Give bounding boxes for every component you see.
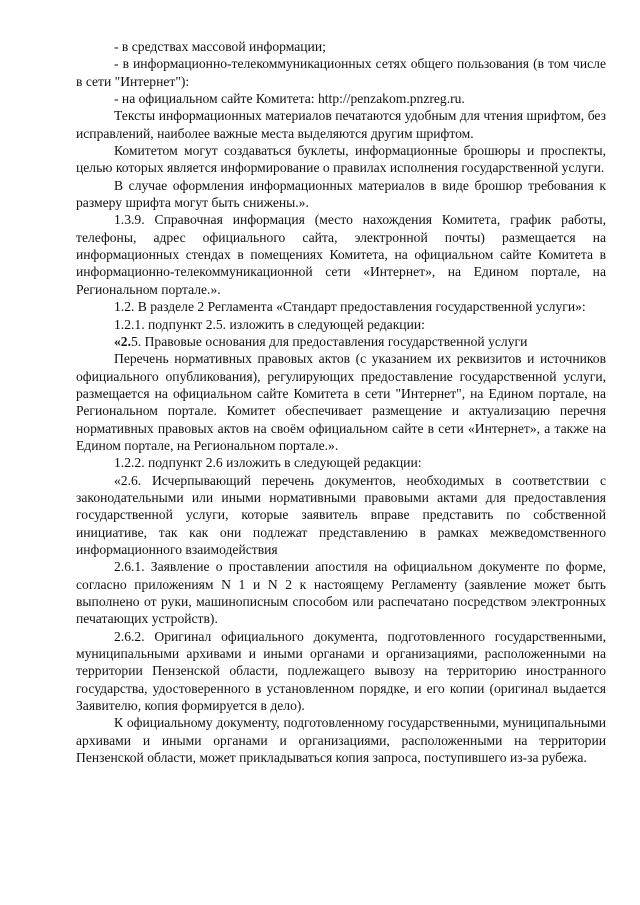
paragraph-2-6-2: 2.6.2. Оригинал официального документа, подготовленного государственными, муниципальными архивами и иными органами и организациями, расположенными на территории Пензенской области, подлежащего вывозу на территорию иностранного государства, удостоверенного в установленном порядке, и его копии (оригинал выдается Заявителю, копия формируется в дело).: [76, 628, 606, 714]
paragraph-texts-font: Тексты информационных материалов печатаются удобным для чтения шрифтом, без исправлений, наиболее важные места выделяются другим шрифтом.: [76, 108, 606, 141]
paragraph-request-copy: К официальному документу, подготовленному государственными, муниципальными архивами и иными органами и организациями, расположенными на территории Пензенской области, может прикладываться копия запроса, поступившего из-за рубежа.: [76, 715, 606, 766]
paragraph-2-6-1: 2.6.1. Заявление о проставлении апостиля на официальном документе по форме, согласно приложениям N 1 и N 2 к настоящему Регламенту (заявление может быть выполнено от руки, машинописным способом или распечатано посредством электронных печатающих устройств).: [76, 559, 606, 627]
paragraph-1-2-1: 1.2.1. подпункт 2.5. изложить в следующей редакции:: [114, 316, 425, 332]
bullet-telecom-networks: - в информационно-телекоммуникационных сетях общего пользования (в том числе в сети "Интернет"):: [76, 56, 606, 89]
paragraph-legal-acts-list: Перечень нормативных правовых актов (с указанием их реквизитов и источников официального опубликования), регулирующих предоставление государственной услуги, размещается на официальном сайте Комитета в сети "Интернет", на Едином портале, на Региональном портале. Комитет обеспечивает размещение и актуализацию перечня нормативных правовых актов на своём официальном сайте в сети «Интернет», а также на Едином портале, на Региональном портале.».: [76, 351, 606, 453]
bullet-mass-media: - в средствах массовой информации;: [114, 39, 326, 54]
paragraph-brochures: В случае оформления информационных материалов в виде брошюр требования к размеру шрифта могут быть снижены.».: [76, 177, 606, 211]
paragraph-2-6: «2.6. Исчерпывающий перечень документов, необходимых в соответствии с законодательными или иными нормативными правовыми актами для предоставления государственной услуги, которые заявитель вправе представить по собственной инициативе, так как они подлежат представлению в рамках межведомственного информационного взаимодействия: [76, 472, 606, 557]
paragraph-1-3-9: 1.3.9. Справочная информация (место нахождения Комитета, график работы, телефоны, адрес официального сайта, электронной почты) размещается на информационных стендах в помещениях Комитета, на официальном сайте Комитета в информационно-телекоммуникационной сети «Интернет», на Едином портале, на Региональном портале.».: [76, 212, 606, 297]
paragraph-1-2: 1.2. В разделе 2 Регламента «Стандарт предоставления государственной услуги»:: [114, 299, 586, 315]
paragraph-booklets: Комитетом могут создаваться буклеты, информационные брошюры и проспекты, целью которых является информирование о правилах исполнения государственной услуги.: [76, 143, 606, 176]
bullet-official-site: - на официальном сайте Комитета: http://penzakom.pnzreg.ru.: [114, 91, 465, 107]
document-page: [76, 38, 606, 766]
paragraph-1-2-2: 1.2.2. подпункт 2.6 изложить в следующей редакции:: [114, 455, 422, 471]
paragraph-2-5-heading: «2.5. Правовые основания для предоставления государственной услуги: [114, 333, 528, 349]
